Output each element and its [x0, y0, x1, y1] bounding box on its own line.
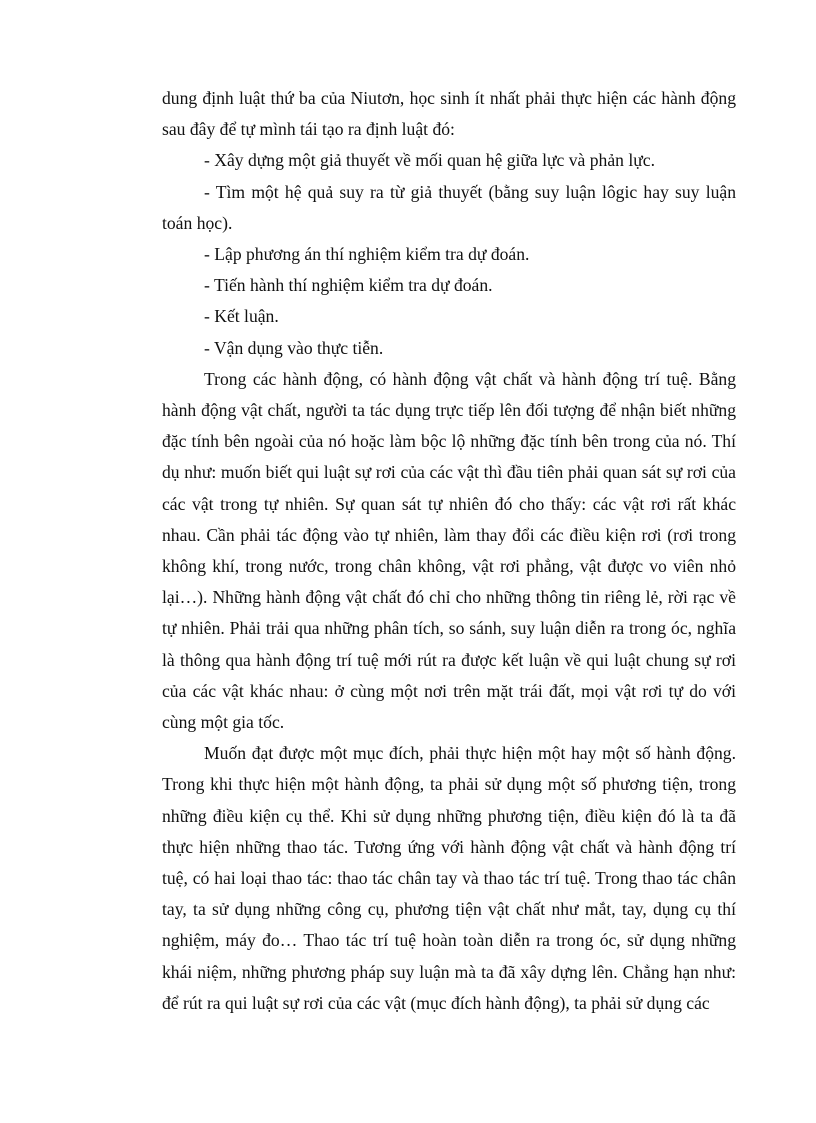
step-item: - Vận dụng vào thực tiễn. — [204, 337, 384, 358]
step-item: - Xây dựng một giả thuyết về mối quan hệ giữa lực và phản lực. — [204, 150, 655, 171]
step-item: - Tìm một hệ quả suy ra từ giả thuyết (bằng suy luận lôgic hay suy luận toán học). — [162, 181, 736, 233]
document-page — [162, 83, 736, 1019]
step-item: - Tiến hành thí nghiệm kiểm tra dự đoán. — [204, 275, 493, 296]
step-item: - Lập phương án thí nghiệm kiểm tra dự đoán. — [204, 244, 530, 265]
body-paragraph: Trong các hành động, có hành động vật chất và hành động trí tuệ. Bằng hành động vật chất, người ta tác dụng trực tiếp lên đối tượng để nhận biết những đặc tính bên ngoài của nó hoặc làm bộc lộ những đặc tính bên trong của nó. Thí dụ như: muốn biết qui luật sự rơi của các vật thì đầu tiên phải quan sát sự rơi của các vật trong tự nhiên. Sự quan sát tự nhiên đó cho thấy: các vật rơi rất khác nhau. Cần phải tác động vào tự nhiên, làm thay đổi các điều kiện rơi (rơi trong không khí, trong nước, trong chân không, vật rơi phẳng, vật được vo viên nhỏ lại…). Những hành động vật chất đó chỉ cho những thông tin riêng lẻ, rời rạc về tự nhiên. Phải trải qua những phân tích, so sánh, suy luận diễn ra trong óc, nghĩa là thông qua hành động trí tuệ mới rút ra được kết luận về qui luật chung sự rơi của các vật khác nhau: ở cùng một nơi trên mặt trái đất, mọi vật rơi tự do với cùng một gia tốc. — [162, 368, 736, 733]
intro-paragraph: dung định luật thứ ba của Niutơn, học sinh ít nhất phải thực hiện các hành động sau đây để tự mình tái tạo ra định luật đó: — [162, 88, 736, 140]
step-item: - Kết luận. — [204, 306, 279, 327]
body-paragraph: Muốn đạt được một mục đích, phải thực hiện một hay một số hành động. Trong khi thực hiện một hành động, ta phải sử dụng một số phương tiện, trong những điều kiện cụ thể. Khi sử dụng những phương tiện, điều kiện đó là ta đã thực hiện những thao tác. Tương ứng với hành động vật chất và hành động trí tuệ, có hai loại thao tác: thao tác chân tay và thao tác trí tuệ. Trong thao tác chân tay, ta sử dụng những công cụ, phương tiện vật chất như mắt, tay, dụng cụ thí nghiệm, máy đo… Thao tác trí tuệ hoàn toàn diễn ra trong óc, sử dụng những khái niệm, những phương pháp suy luận mà ta đã xây dựng lên. Chẳng hạn như: để rút ra qui luật sự rơi của các vật (mục đích hành động), ta phải sử dụng các — [162, 743, 736, 1013]
